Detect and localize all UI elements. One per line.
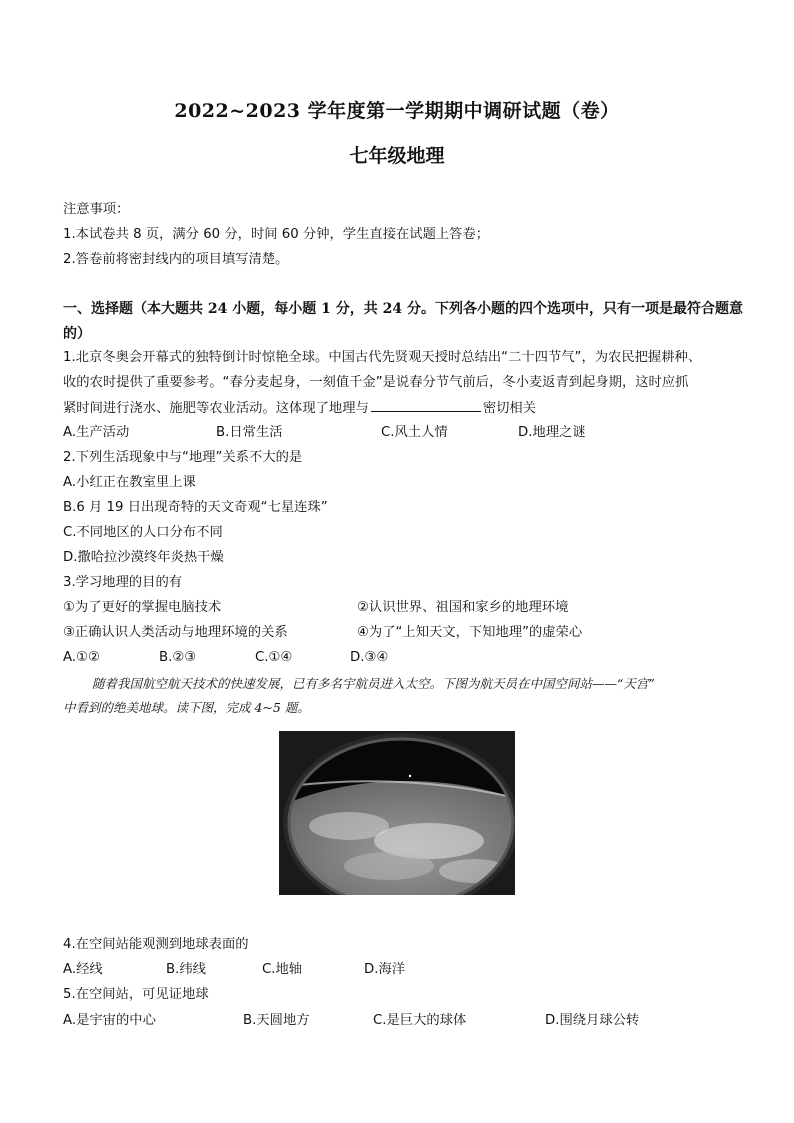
q4-option-b[interactable]: B.纬线 — [166, 962, 206, 977]
q1-option-b[interactable]: B.日常生活 — [216, 425, 283, 440]
q1-option-d[interactable]: D.地理之谜 — [518, 425, 586, 440]
exam-title: 2022~2023 学年度第一学期期中调研试题（卷） — [174, 100, 620, 122]
section-heading-line2: 的） — [63, 326, 91, 342]
q1-stem-line3-a: 紧时间进行浇水、施肥等农业活动。这体现了地理与 — [63, 401, 369, 416]
q4-stem: 4.在空间站能观测到地球表面的 — [63, 937, 249, 952]
earth-window-illustration — [279, 731, 515, 895]
q5-option-c[interactable]: C.是巨大的球体 — [373, 1013, 467, 1028]
q3-statement-3: ③正确认识人类活动与地理环境的关系 — [63, 625, 288, 640]
note-item-1: 1.本试卷共 8 页，满分 60 分，时间 60 分钟，学生直接在试题上答卷； — [63, 227, 490, 242]
q4-option-d[interactable]: D.海洋 — [364, 962, 406, 977]
q1-stem-line1: 1.北京冬奥会开幕式的独特倒计时惊艳全球。中国古代先贤观天授时总结出“二十四节气”，为农民把握耕种、 — [63, 350, 702, 365]
q3-option-a[interactable]: A.①② — [63, 650, 100, 665]
q5-option-d[interactable]: D.围绕月球公转 — [545, 1013, 640, 1028]
section-heading-line1: 一、选择题（本大题共 24 小题，每小题 1 分，共 24 分。下列各小题的四个选项中，只有一项是最符合题意 — [63, 301, 743, 317]
q3-statement-1: ①为了更好的掌握电脑技术 — [63, 600, 222, 615]
q5-stem: 5.在空间站，可见证地球 — [63, 987, 209, 1002]
q1-stem-line2: 收的农时提供了重要参考。“春分麦起身，一刻值千金”是说春分节气前后，冬小麦返青到起身期，这时应抓 — [63, 375, 689, 390]
q3-option-c[interactable]: C.①④ — [255, 650, 293, 665]
q1-option-c[interactable]: C.风土人情 — [381, 425, 448, 440]
q2-option-a[interactable]: A.小红正在教室里上课 — [63, 475, 196, 490]
passage-line2: 中看到的绝美地球。读下图，完成 4~5 题。 — [63, 700, 310, 715]
q3-statement-2: ②认识世界、祖国和家乡的地理环境 — [357, 600, 569, 615]
q3-stem: 3.学习地理的目的有 — [63, 575, 183, 590]
exam-subtitle: 七年级地理 — [349, 145, 445, 167]
q5-option-b[interactable]: B.天圆地方 — [243, 1013, 310, 1028]
q3-option-d[interactable]: D.③④ — [350, 650, 389, 665]
passage-line1: 随着我国航空航天技术的快速发展，已有多名宇航员进入太空。下图为航天员在中国空间站——“天宫” — [92, 676, 655, 691]
q4-option-a[interactable]: A.经线 — [63, 962, 103, 977]
q3-statement-4: ④为了“上知天文，下知地理”的虚荣心 — [357, 625, 583, 640]
q2-option-c[interactable]: C.不同地区的人口分布不同 — [63, 525, 223, 540]
notes-heading: 注意事项： — [63, 202, 130, 217]
q2-option-b[interactable]: B.6 月 19 日出现奇特的天文奇观“七星连珠” — [63, 500, 328, 515]
section-heading — [63, 297, 743, 347]
q1-stem-line3-b: 密切相关 — [482, 401, 537, 416]
q2-stem: 2.下列生活现象中与“地理”关系不大的是 — [63, 450, 303, 465]
earth-from-space-station-photo — [279, 731, 515, 895]
q2-option-d[interactable]: D.撒哈拉沙漠终年炎热干燥 — [63, 550, 224, 565]
q1-option-a[interactable]: A.生产活动 — [63, 425, 130, 440]
q3-option-b[interactable]: B.②③ — [159, 650, 197, 665]
q5-option-a[interactable]: A.是宇宙的中心 — [63, 1013, 156, 1028]
q1-stem-line3 — [63, 399, 536, 418]
q4-option-c[interactable]: C.地轴 — [262, 962, 303, 977]
note-item-2: 2.答卷前将密封线内的项目填写清楚。 — [63, 252, 289, 267]
q1-answer-blank[interactable] — [371, 399, 481, 412]
